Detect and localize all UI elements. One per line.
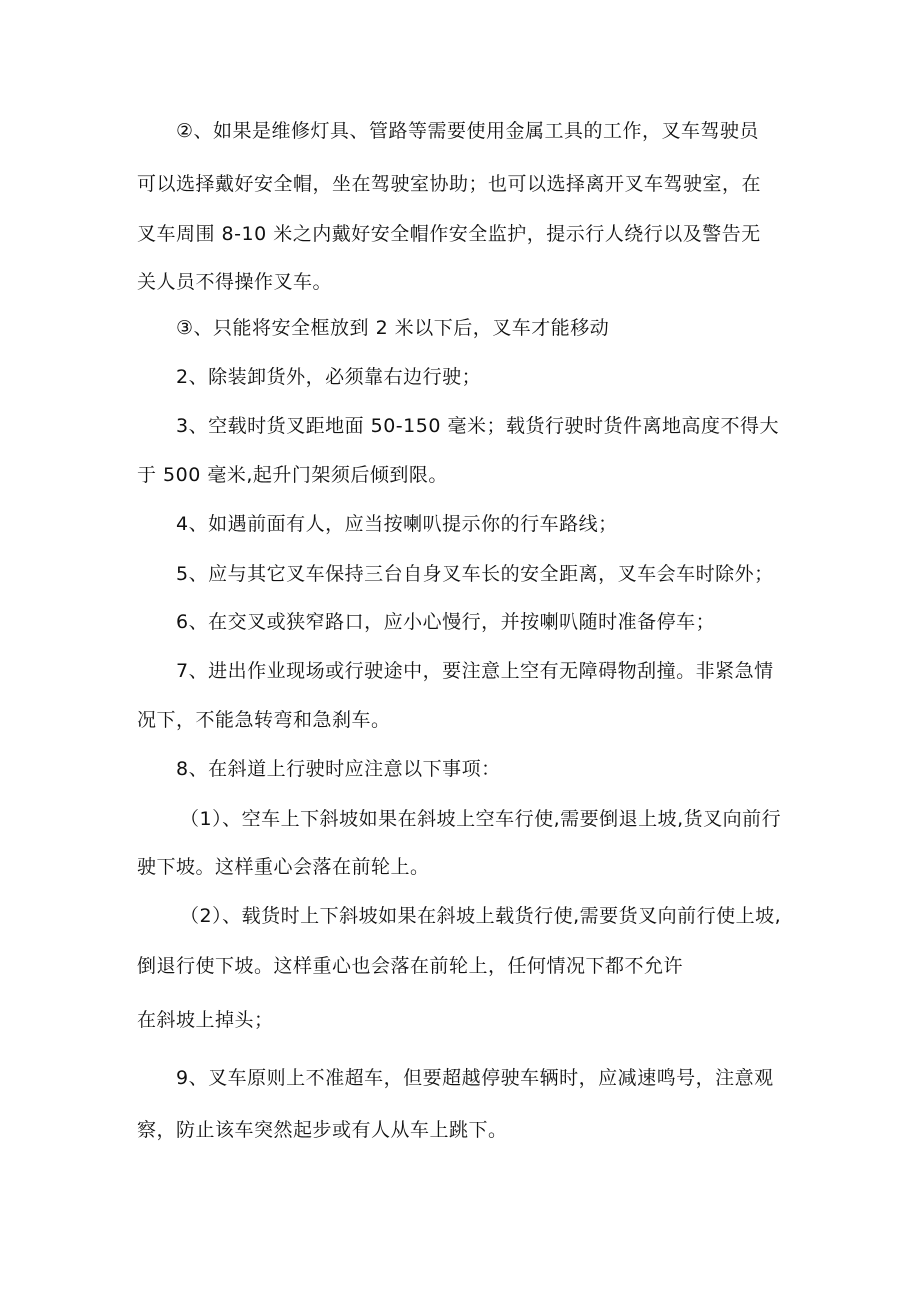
text-line: 5、应与其它叉车保持三台自身叉车长的安全距离，叉车会车时除外； bbox=[176, 563, 774, 585]
text-line: 在斜坡上掉头； bbox=[137, 1009, 274, 1031]
text-line: 可以选择戴好安全帽，坐在驾驶室协助；也可以选择离开叉车驾驶室，在 bbox=[137, 173, 762, 195]
text-line: 3、空载时货叉距地面 50-150 毫米；载货行驶时货件离地高度不得大 bbox=[176, 415, 779, 437]
text-line: 6、在交叉或狭窄路口，应小心慢行，并按喇叭随时准备停车； bbox=[176, 611, 716, 633]
text-line: 9、叉车原则上不准超车，但要超越停驶车辆时，应减速鸣号，注意观 bbox=[176, 1067, 774, 1089]
text-line: 4、如遇前面有人，应当按喇叭提示你的行车路线； bbox=[176, 513, 618, 535]
text-line: 关人员不得操作叉车。 bbox=[137, 271, 333, 293]
text-line: ③、只能将安全框放到 2 米以下后，叉车才能移动 bbox=[176, 317, 610, 339]
text-line: 2、除装卸货外，必须靠右边行驶； bbox=[176, 366, 482, 388]
text-line: 叉车周围 8-10 米之内戴好安全帽作安全监护，提示行人绕行以及警告无 bbox=[137, 223, 761, 245]
text-line: 7、进出作业现场或行驶途中，要注意上空有无障碍物刮撞。非紧急情 bbox=[176, 660, 774, 682]
text-line: ②、如果是维修灯具、管路等需要使用金属工具的工作，叉车驾驶员 bbox=[176, 120, 760, 142]
text-line: （1）、空车上下斜坡如果在斜坡上空车行使,需要倒退上坡,货叉向前行 bbox=[180, 808, 782, 830]
text-line: 于 500 毫米,起升门架须后倾到限。 bbox=[137, 464, 448, 486]
text-line: 况下，不能急转弯和急刹车。 bbox=[137, 709, 391, 731]
text-line: 察，防止该车突然起步或有人从车上跳下。 bbox=[137, 1119, 508, 1141]
text-line: 倒退行使下坡。这样重心也会落在前轮上，任何情况下都不允许 bbox=[137, 955, 684, 977]
text-line: 驶下坡。这样重心会落在前轮上。 bbox=[137, 856, 430, 878]
text-line: （2）、载货时上下斜坡如果在斜坡上载货行使,需要货叉向前行使上坡, bbox=[180, 905, 782, 927]
text-line: 8、在斜道上行驶时应注意以下事项： bbox=[176, 758, 501, 780]
